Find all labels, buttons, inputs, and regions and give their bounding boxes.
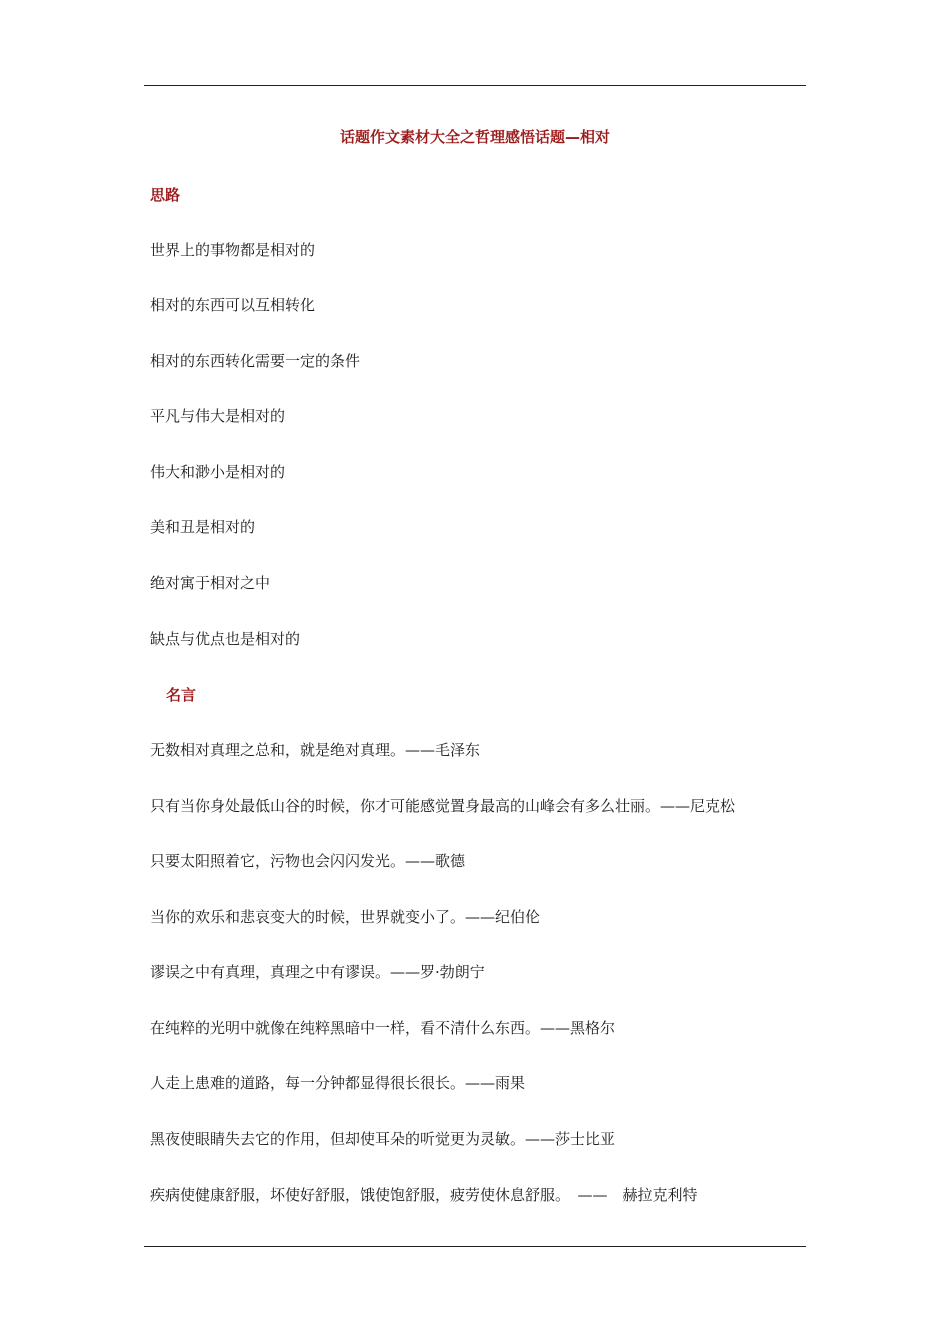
quote-line: 在纯粹的光明中就像在纯粹黑暗中一样，看不清什么东西。——黑格尔 — [150, 1019, 616, 1037]
idea-line: 相对的东西转化需要一定的条件 — [150, 352, 361, 370]
idea-line: 缺点与优点也是相对的 — [150, 630, 301, 648]
quote-line: 当你的欢乐和悲哀变大的时候，世界就变小了。——纪伯伦 — [150, 908, 541, 926]
quote-line: 无数相对真理之总和，就是绝对真理。——毛泽东 — [150, 741, 481, 759]
top-rule — [144, 85, 806, 86]
ideas-heading: 思路 — [150, 186, 181, 204]
idea-line: 相对的东西可以互相转化 — [150, 296, 316, 314]
bottom-rule — [144, 1246, 806, 1247]
quote-line: 人走上患难的道路，每一分钟都显得很长很长。——雨果 — [150, 1074, 526, 1092]
quote-line: 只要太阳照着它，污物也会闪闪发光。——歌德 — [150, 852, 466, 870]
idea-line: 伟大和渺小是相对的 — [150, 463, 286, 481]
document-title: 话题作文素材大全之哲理感悟话题—相对 — [339, 128, 610, 146]
quote-line: 疾病使健康舒服，坏使好舒服，饿使饱舒服，疲劳使休息舒服。 —— 赫拉克利特 — [150, 1186, 698, 1204]
idea-line: 绝对寓于相对之中 — [150, 574, 271, 592]
quote-line: 谬误之中有真理，真理之中有谬误。——罗·勃朗宁 — [150, 963, 485, 981]
quote-line: 只有当你身处最低山谷的时候，你才可能感觉置身最高的山峰会有多么壮丽。——尼克松 — [150, 797, 736, 815]
idea-line: 世界上的事物都是相对的 — [150, 241, 316, 259]
idea-line: 平凡与伟大是相对的 — [150, 407, 286, 425]
idea-line: 美和丑是相对的 — [150, 518, 256, 536]
quote-line: 黑夜使眼睛失去它的作用，但却使耳朵的听觉更为灵敏。——莎士比亚 — [150, 1130, 616, 1148]
quotes-heading: 名言 — [166, 686, 197, 704]
